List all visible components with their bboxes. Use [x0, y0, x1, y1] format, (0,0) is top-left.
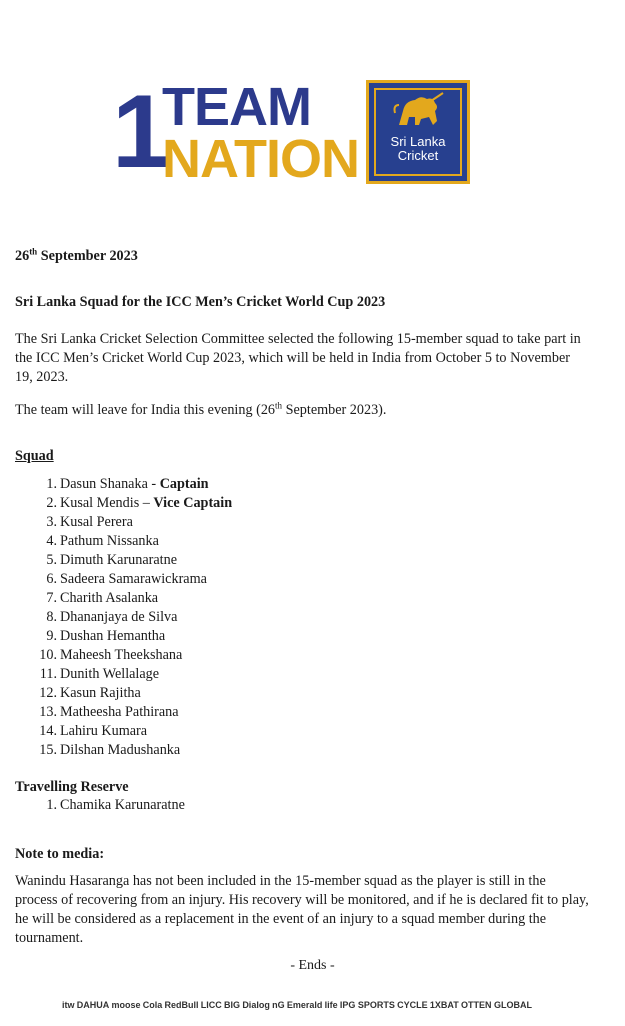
sponsor-logos	[62, 994, 532, 1016]
sponsor-logo: Emerald	[286, 999, 323, 1010]
player-name: Dasun Shanaka - Captain	[60, 476, 209, 492]
sri-lanka-cricket-logo	[366, 80, 470, 184]
player-name: Kasun Rajitha	[60, 685, 141, 701]
logo-numeral-one: 1	[112, 74, 166, 190]
player-name: Lahiru Kumara	[60, 723, 148, 739]
sponsor-logo: BIG	[224, 999, 241, 1010]
list-number: 15.	[39, 742, 57, 758]
press-release-date: 26th September 2023	[15, 246, 138, 264]
list-number: 8.	[46, 609, 57, 625]
departure-paragraph: The team will leave for India this evening (26th September 2023).	[15, 400, 387, 418]
list-number: 1.	[46, 476, 57, 492]
reserve-heading: Travelling Reserve	[15, 779, 129, 795]
list-number: 6.	[46, 571, 57, 587]
squad-list-item	[15, 475, 590, 494]
squad-list-item	[15, 570, 590, 589]
sponsor-logo: IPG SPORTS	[339, 999, 395, 1010]
ends-marker: - Ends -	[290, 958, 335, 973]
reserve-list-item	[15, 796, 590, 815]
squad-list-item	[15, 722, 590, 741]
logo-nation-text: NATION	[162, 129, 359, 189]
list-number: 5.	[46, 552, 57, 568]
player-name: Dilshan Madushanka	[60, 742, 181, 758]
list-number: 7.	[46, 590, 57, 606]
player-name: Maheesh Theekshana	[60, 647, 183, 663]
player-name: Kusal Mendis – Vice Captain	[60, 495, 233, 511]
player-name: Dushan Hemantha	[60, 628, 166, 644]
list-number: 9.	[46, 628, 57, 644]
logo-team-text: TEAM	[162, 77, 311, 137]
squad-list-item	[15, 665, 590, 684]
sponsor-logo: OTTEN GLOBAL	[461, 999, 532, 1010]
list-number: 1.	[46, 797, 57, 813]
sponsor-logo: LICC	[200, 999, 222, 1010]
player-name: Dhananjaya de Silva	[60, 609, 178, 625]
note-heading: Note to media:	[15, 846, 105, 862]
page-title: Sri Lanka Squad for the ICC Men’s Cricket World Cup 2023	[15, 294, 386, 310]
squad-list-item	[15, 532, 590, 551]
squad-list-item	[15, 703, 590, 722]
squad-list-item	[15, 646, 590, 665]
player-name: Dimuth Karunaratne	[60, 552, 178, 568]
list-number: 13.	[39, 704, 57, 720]
one-team-one-nation-logo	[112, 76, 472, 188]
sponsor-logo: CYCLE	[397, 999, 428, 1010]
squad-list-item	[15, 684, 590, 703]
squad-list-item	[15, 589, 590, 608]
sponsor-logo: DAHUA	[76, 999, 110, 1010]
squad-list-item	[15, 551, 590, 570]
intro-paragraph: The Sri Lanka Cricket Selection Committee selected the following 15-member squad to take part in the ICC Men’s Cricket World Cup 2023, which will be held in India from October 5 to November 19, 2023.	[15, 331, 581, 385]
reserve-list	[15, 796, 590, 815]
squad-list	[15, 475, 590, 760]
sponsor-logo: nG	[272, 999, 285, 1010]
lion-icon	[391, 91, 447, 131]
sponsor-logo: Dialog	[242, 999, 270, 1010]
list-number: 10.	[39, 647, 57, 663]
player-role: Vice Captain	[153, 495, 233, 511]
sponsor-logo: life	[324, 999, 338, 1010]
sponsor-logo: RedBull	[164, 999, 199, 1010]
note-paragraph: Wanindu Hasaranga has not been included in the 15-member squad as the player is still in the process of recovering from an injury. His recovery will be monitored, and if he is declared fit to play, he will be considered as a replacement in the event of an injury to a squad member during the tournament.	[15, 873, 589, 946]
player-name: Kusal Perera	[60, 514, 133, 530]
squad-list-item	[15, 494, 590, 513]
player-name: Chamika Karunaratne	[60, 797, 185, 813]
player-role: Captain	[159, 476, 209, 492]
player-name: Matheesha Pathirana	[60, 704, 179, 720]
list-number: 4.	[46, 533, 57, 549]
slc-wordmark: Sri Lanka Cricket	[390, 134, 446, 163]
list-number: 12.	[39, 685, 57, 701]
player-name: Dunith Wellalage	[60, 666, 160, 682]
sponsor-logo: Cola	[142, 999, 163, 1010]
sponsor-logo: moose	[111, 999, 141, 1010]
list-number: 3.	[46, 514, 57, 530]
squad-list-item	[15, 513, 590, 532]
player-name: Charith Asalanka	[60, 590, 159, 606]
player-name: Pathum Nissanka	[60, 533, 159, 549]
squad-heading: Squad	[15, 448, 54, 464]
squad-list-item	[15, 608, 590, 627]
list-number: 11.	[39, 666, 57, 682]
squad-list-item	[15, 741, 590, 760]
sponsor-logo: itw	[62, 999, 75, 1010]
list-number: 14.	[39, 723, 57, 739]
player-name: Sadeera Samarawickrama	[60, 571, 207, 587]
squad-list-item	[15, 627, 590, 646]
sponsor-logo: 1XBAT	[429, 999, 459, 1010]
list-number: 2.	[46, 495, 57, 511]
